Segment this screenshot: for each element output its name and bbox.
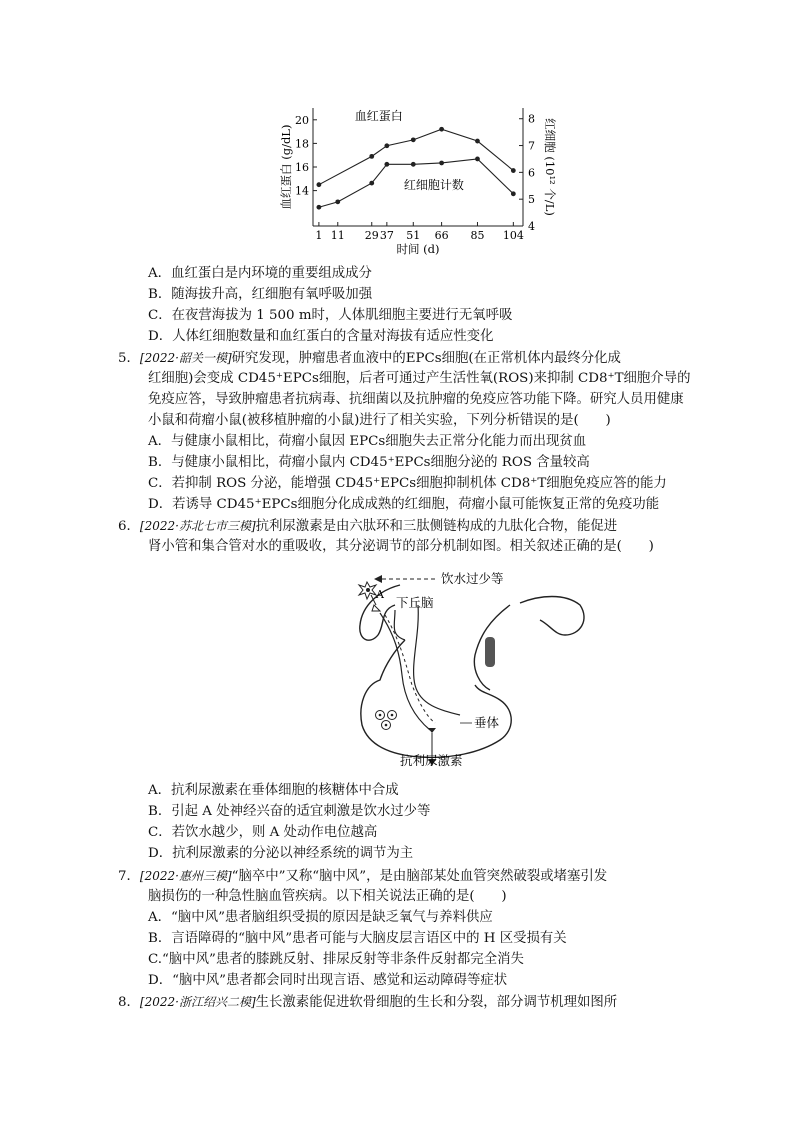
q5-option-c: C．若抑制 ROS 分泌，能增强 CD45⁺EPCs细胞抑制机体 CD8⁺T细胞免疫应答的能力: [148, 476, 667, 491]
data-point: [439, 127, 444, 132]
q7-number: 7．: [118, 869, 140, 884]
data-point: [316, 182, 321, 187]
y-right-tick-label: 4: [528, 220, 535, 233]
y-right-tick-label: 6: [528, 166, 535, 180]
stalk-outline-left: [394, 610, 405, 640]
q6-option-d: D．抗利尿激素的分泌以神经系统的调节为主: [148, 846, 414, 861]
x-tick-label: 51: [406, 229, 421, 242]
data-point: [369, 181, 374, 186]
label-stimulus: 饮水过少等: [441, 571, 504, 586]
y-axis-label-left: 血红蛋白 (g/dL): [279, 124, 293, 210]
pituitary-cell-3-nucleus: [385, 724, 388, 727]
data-point: [475, 139, 480, 144]
q8-stem-line-1: [118, 992, 617, 1013]
q7-source: [2022·惠州三模]: [139, 869, 232, 883]
q5-option-d: D．若诱导 CD45⁺EPCs细胞分化成成熟的红细胞，荷瘤小鼠可能恢复正常的免疫功能: [148, 497, 660, 512]
series-label-hemoglobin: 血红蛋白: [354, 109, 403, 123]
chart-text: [279, 109, 557, 256]
q6-option-a: A．抗利尿激素在垂体细胞的核糖体中合成: [148, 783, 399, 798]
pituitary-cell-1-nucleus: [379, 714, 382, 717]
q5-option-a: A．与健康小鼠相比，荷瘤小鼠因 EPCs细胞失去正常分化能力而出现贫血: [148, 434, 587, 449]
q4-option-b: B．随海拔升高，红细胞有氧呼吸加强: [148, 287, 373, 302]
x-axis-label: 时间 (d): [396, 242, 440, 256]
x-tick-label: 85: [470, 229, 485, 242]
y-right-tick-label: 8: [528, 112, 535, 126]
q6-source: [2022·苏北七市三模]: [139, 519, 256, 533]
synapse-a: [372, 605, 380, 611]
q5-stem-line-4: 小鼠和荷瘤小鼠(被移植肿瘤的小鼠)进行了相关实验，下列分析错误的是( ): [148, 413, 611, 428]
data-point: [384, 162, 389, 167]
q7-stem-line-2: 脑损伤的一种急性脑血管疾病。以下相关说法正确的是( ): [148, 889, 507, 904]
q8-stem-text-1: 生长激素能促进软骨细胞的生长和分裂，部分调节机理如图所: [255, 995, 618, 1010]
q5-stem-line-3: 免疫应答，导致肿瘤患者抗病毒、抗细菌以及抗肿瘤的免疫应答功能下降。研究人员用健康: [148, 392, 684, 407]
series-label-rbc: 红细胞计数: [403, 178, 464, 192]
q4-option-a: A．血红蛋白是内环境的重要组成成分: [148, 266, 372, 281]
data-point: [511, 168, 516, 173]
y-right-tick-label: 7: [528, 139, 535, 153]
data-point: [411, 162, 416, 167]
q7-stem-text-1: “脑卒中”又称“脑中风”，是由脑部某处血管突然破裂或堵塞引发: [231, 869, 608, 884]
label-adh: 抗利尿激素: [400, 753, 463, 768]
x-tick-label: 37: [379, 229, 394, 242]
series-line-1: [319, 129, 513, 184]
x-tick-label: 1: [315, 229, 323, 242]
q7-option-d: D．“脑中风”患者都会同时出现言语、感觉和运动障碍等症状: [148, 973, 508, 988]
hemoglobin-rbc-chart: [0, 0, 794, 260]
x-tick-label: 11: [330, 229, 345, 242]
q7-option-c: C.“脑中风”患者的膝跳反射、排尿反射等非条件反射都完全消失: [148, 952, 524, 967]
neurosecretory-axon: [380, 613, 430, 730]
q5-number: 5．: [118, 351, 140, 366]
data-point: [439, 161, 444, 166]
q5-source: [2022·韶关一模]: [139, 351, 232, 365]
data-point: [369, 154, 374, 159]
q6-number: 6．: [118, 519, 140, 534]
y-left-tick-label: 14: [295, 184, 309, 198]
chart-axes: [313, 108, 523, 226]
data-point: [475, 157, 480, 162]
q6-option-c: C．若饮水越少，则 A 处动作电位越高: [148, 825, 378, 840]
data-point: [335, 199, 340, 204]
q5-stem-line-1: [118, 348, 621, 369]
adh-regulation-diagram: [340, 565, 600, 770]
y-axis-label-right: 红细胞 (10¹² 个/L): [543, 118, 557, 216]
neurosecretory-axon-dashed: [385, 615, 435, 723]
q4-option-d: D．人体红细胞数量和血红蛋白的含量对海拔有适应性变化: [148, 329, 494, 344]
q7-stem-line-1: [118, 866, 607, 887]
y-left-tick-label: 16: [295, 161, 309, 174]
chart-series: [316, 127, 515, 210]
q7-option-a: A．“脑中风”患者脑组织受损的原因是缺乏氧气与养料供应: [148, 910, 493, 925]
q6-stem-line-1: [118, 516, 617, 537]
q5-stem-line-2: 红细胞)会变成 CD45⁺EPCs细胞，后者可通过产生活性氧(ROS)来抑制 CD8⁺T细胞介导的: [148, 371, 691, 386]
q5-option-b: B．与健康小鼠相比，荷瘤小鼠内 CD45⁺EPCs细胞分泌的 ROS 含量较高: [148, 455, 590, 470]
stalk-outline-right: [414, 605, 460, 715]
q8-number: 8．: [118, 995, 140, 1010]
supraoptic-nucleus: [485, 637, 495, 667]
q5-stem-text-1: 研究发现，肿瘤患者血液中的EPCs细胞(在正常机体内最终分化成: [231, 351, 621, 366]
y-left-tick-label: 18: [295, 137, 309, 151]
label-pituitary: 垂体: [474, 715, 500, 730]
stimulus-arrow-head: [374, 575, 382, 583]
data-point: [384, 143, 389, 148]
q6-option-b: B．引起 A 处神经兴奋的适宜刺激是饮水过少等: [148, 804, 431, 819]
optic-region-outline: [520, 597, 584, 636]
pituitary-cell-2-nucleus: [391, 714, 394, 717]
q4-option-c: C．在夜营海拔为 1 500 m时，人体肌细胞主要进行无氧呼吸: [148, 308, 513, 323]
x-tick-label: 29: [364, 229, 379, 242]
label-a: A: [376, 588, 384, 601]
neuron-nucleus: [366, 588, 370, 592]
q6-stem-line-2: 肾小管和集合管对水的重吸收，其分泌调节的部分机制如图。相关叙述正确的是( ): [148, 539, 654, 554]
axon-terminal: [428, 728, 436, 733]
data-point: [511, 191, 516, 196]
y-right-tick-label: 5: [528, 193, 535, 207]
data-point: [316, 205, 321, 210]
q7-option-b: B．言语障碍的“脑中风”患者可能与大脑皮层言语区中的 H 区受损有关: [148, 931, 567, 946]
q6-stem-text-1: 抗利尿激素是由六肽环和三肽侧链构成的九肽化合物，能促进: [255, 519, 618, 534]
q8-source: [2022·浙江绍兴二模]: [139, 995, 256, 1009]
x-tick-label: 104: [502, 229, 524, 242]
y-left-tick-label: 20: [295, 113, 309, 127]
data-point: [411, 137, 416, 142]
label-hypothalamus: 下丘脑: [396, 595, 434, 610]
x-tick-label: 66: [434, 229, 449, 242]
